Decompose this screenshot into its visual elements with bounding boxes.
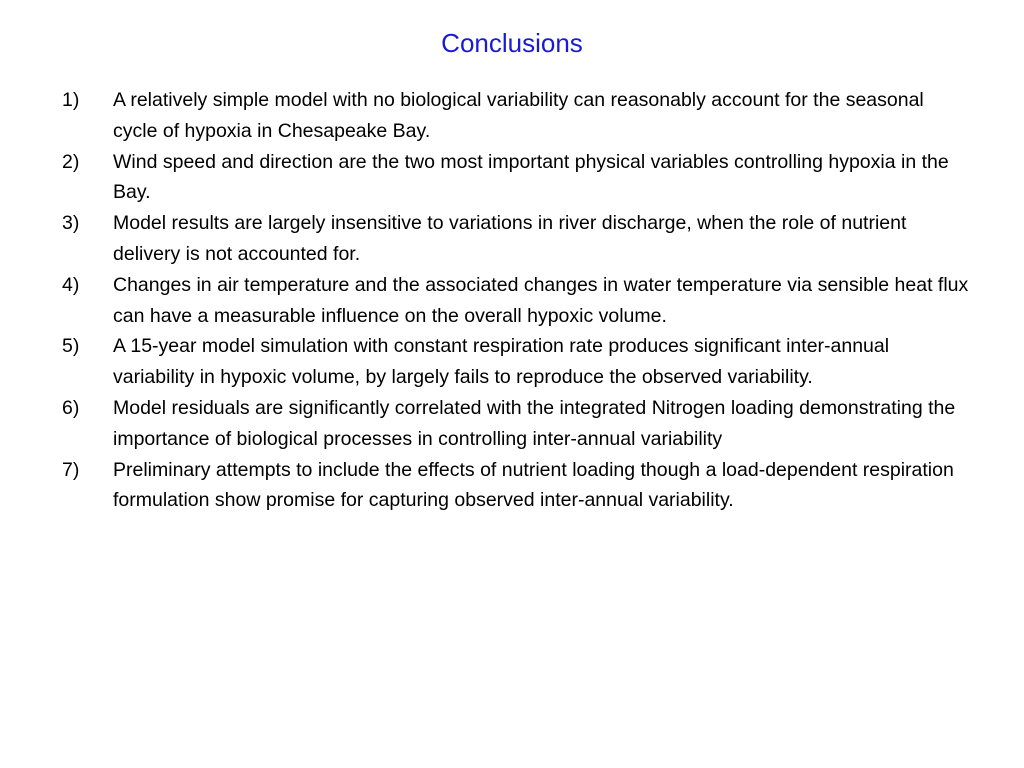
- list-item: [62, 393, 972, 455]
- slide-title: Conclusions: [441, 28, 583, 58]
- list-item: [62, 270, 972, 332]
- item-text: A relatively simple model with no biological variability can reasonably account for the seasonal cycle of hypoxia in Chesapeake Bay.: [113, 89, 924, 142]
- list-item: [62, 331, 972, 393]
- item-number: 5): [62, 335, 80, 358]
- conclusions-list: [62, 85, 972, 516]
- list-item: [62, 455, 972, 517]
- item-text: Preliminary attempts to include the effects of nutrient loading though a load-dependent respiration formulation show promise for capturing observed inter-annual variability.: [113, 458, 954, 512]
- item-text: Model residuals are significantly correlated with the integrated Nitrogen loading demonstrating the importance of biological processes in controlling inter-annual variability: [113, 396, 956, 450]
- list-item: [62, 208, 972, 270]
- item-number: 2): [62, 150, 80, 173]
- item-number: 1): [62, 89, 80, 111]
- item-text: A 15-year model simulation with constant respiration rate produces significant inter-annual variability in hypoxic volume, by largely fails to reproduce the observed variability.: [113, 335, 890, 389]
- list-item: [62, 147, 972, 209]
- list-item: [62, 85, 972, 147]
- item-number: 7): [62, 458, 80, 481]
- item-number: 3): [62, 212, 80, 235]
- item-text: Wind speed and direction are the two most important physical variables controlling hypoxia in the Bay.: [113, 150, 949, 204]
- item-text: Changes in air temperature and the associated changes in water temperature via sensible heat flux can have a measurable influence on the overall hypoxic volume.: [113, 273, 969, 327]
- item-number: 4): [62, 273, 80, 296]
- item-number: 6): [62, 396, 80, 419]
- item-text: Model results are largely insensitive to variations in river discharge, when the role of nutrient delivery is not accounted for.: [113, 212, 907, 265]
